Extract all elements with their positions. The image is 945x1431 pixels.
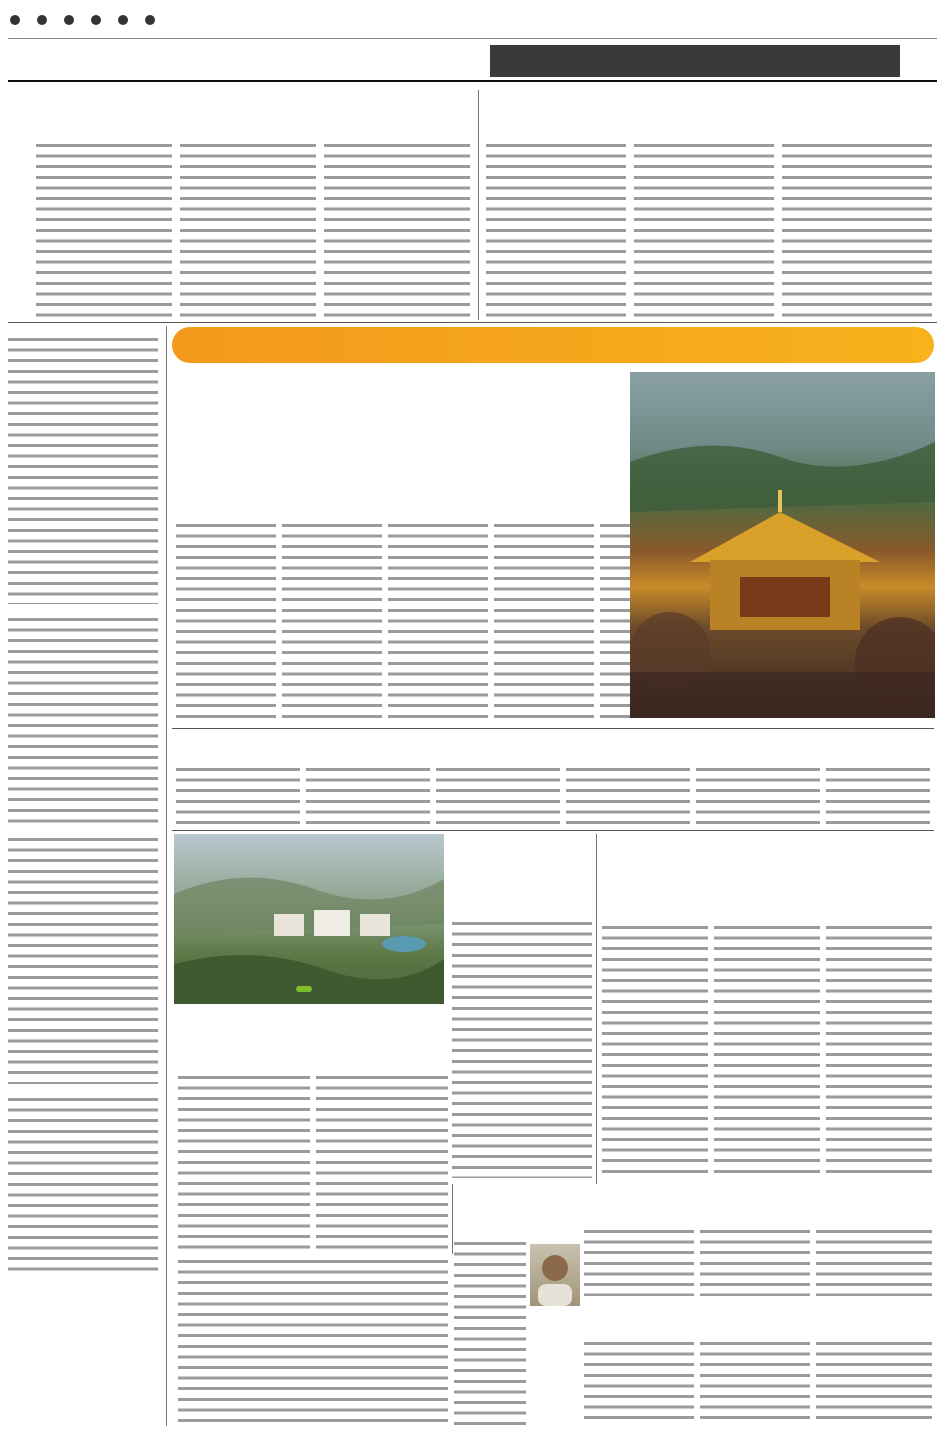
article-column: [826, 764, 930, 824]
article-column: [816, 1226, 932, 1296]
article-column: [634, 140, 774, 318]
photo-caption: [296, 986, 312, 992]
article-column: [178, 1072, 310, 1250]
article-body: [8, 834, 158, 1084]
column-rule: [596, 834, 597, 1184]
article-column: [388, 520, 488, 718]
article-column: [816, 1338, 932, 1426]
article-column: [180, 140, 316, 318]
article-column: [176, 764, 300, 824]
article-column: [324, 140, 470, 318]
temple-photo: [630, 372, 935, 718]
article-column: [178, 1256, 448, 1426]
facebook-link[interactable]: [64, 15, 77, 26]
article-column: [826, 922, 932, 1178]
instagram-icon: [37, 15, 47, 25]
divider: [8, 80, 937, 82]
article-column: [282, 520, 382, 718]
column-rule: [166, 326, 167, 1426]
author-photo: [530, 1244, 580, 1306]
facebook-icon: [64, 15, 74, 25]
column-rule: [478, 90, 479, 320]
article-column: [454, 1238, 526, 1428]
article-column: [36, 140, 172, 318]
social-links-bar: [0, 0, 945, 40]
article-column: [700, 1226, 810, 1296]
article-column: [436, 764, 560, 824]
divider: [172, 728, 934, 729]
article-column: [494, 520, 594, 718]
page-number: [906, 45, 936, 77]
article-column: [452, 918, 592, 1178]
divider: [172, 830, 934, 831]
x-icon: [118, 15, 128, 25]
instagram-link[interactable]: [37, 15, 50, 26]
land-encroachment-photo: [174, 834, 444, 1004]
article-column: [602, 922, 708, 1178]
article-column: [566, 764, 690, 824]
article-body: [8, 334, 158, 604]
article-column: [696, 764, 820, 824]
article-column: [714, 922, 820, 1178]
section-title: [490, 45, 900, 77]
article-column: [584, 1226, 694, 1296]
sabarimala-banner: [172, 327, 934, 363]
youtube-link[interactable]: [91, 15, 104, 26]
article-column: [316, 1072, 448, 1250]
article-body: [8, 1094, 158, 1274]
x-link[interactable]: [118, 15, 131, 26]
article-column: [700, 1338, 810, 1426]
article-column: [782, 140, 932, 318]
article-column: [486, 140, 626, 318]
article-column: [306, 764, 430, 824]
threads-link[interactable]: [145, 15, 158, 26]
article-column: [584, 1338, 694, 1426]
article-column: [176, 520, 276, 718]
divider: [8, 38, 937, 39]
site-link[interactable]: [10, 15, 23, 26]
left-column: [8, 326, 164, 1426]
column-rule: [452, 1184, 453, 1254]
globe-icon: [10, 15, 20, 25]
threads-icon: [145, 15, 155, 25]
youtube-icon: [91, 15, 101, 25]
divider: [8, 322, 937, 323]
article-body: [8, 614, 158, 824]
